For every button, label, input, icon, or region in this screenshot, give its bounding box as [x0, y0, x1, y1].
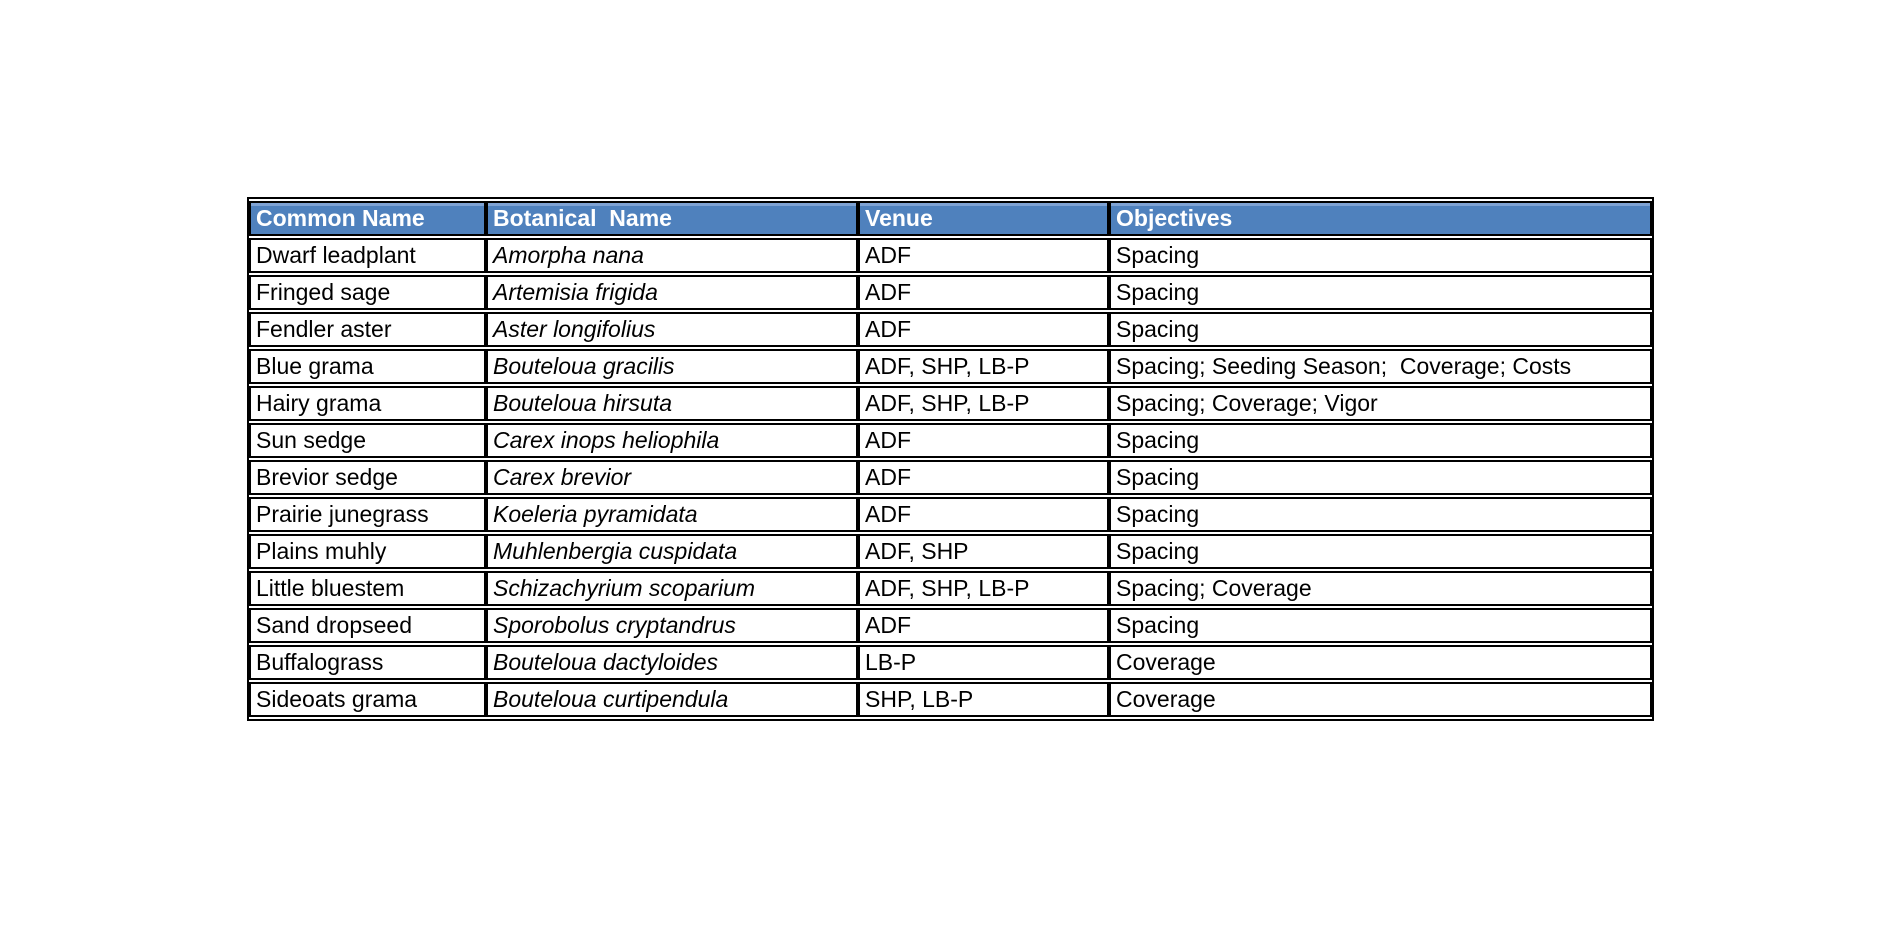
header-cell-common-name: Common Name	[249, 201, 486, 236]
table-row	[249, 571, 1652, 606]
cell-objectives: Spacing	[1109, 423, 1652, 458]
cell-botanical-name: Amorpha nana	[486, 238, 858, 273]
cell-objectives: Spacing; Coverage	[1109, 571, 1652, 606]
cell-objectives: Spacing	[1109, 275, 1652, 310]
cell-botanical-name: Bouteloua dactyloides	[486, 645, 858, 680]
table-row	[249, 238, 1652, 273]
cell-common-name: Sun sedge	[249, 423, 486, 458]
table-row	[249, 645, 1652, 680]
cell-venue: SHP, LB-P	[858, 682, 1109, 717]
cell-venue: ADF, SHP, LB-P	[858, 349, 1109, 384]
cell-common-name: Hairy grama	[249, 386, 486, 421]
table-row	[249, 312, 1652, 347]
table-row	[249, 682, 1652, 717]
cell-venue: ADF	[858, 608, 1109, 643]
cell-venue: ADF	[858, 460, 1109, 495]
cell-botanical-name: Sporobolus cryptandrus	[486, 608, 858, 643]
cell-common-name: Buffalograss	[249, 645, 486, 680]
table-row	[249, 460, 1652, 495]
cell-venue: ADF	[858, 275, 1109, 310]
cell-objectives: Spacing	[1109, 312, 1652, 347]
species-table	[249, 199, 1652, 719]
cell-objectives: Spacing	[1109, 460, 1652, 495]
cell-common-name: Sideoats grama	[249, 682, 486, 717]
table-row	[249, 275, 1652, 310]
cell-common-name: Blue grama	[249, 349, 486, 384]
cell-venue: LB-P	[858, 645, 1109, 680]
cell-common-name: Dwarf leadplant	[249, 238, 486, 273]
cell-objectives: Coverage	[1109, 682, 1652, 717]
cell-objectives: Spacing	[1109, 534, 1652, 569]
cell-common-name: Plains muhly	[249, 534, 486, 569]
cell-venue: ADF	[858, 497, 1109, 532]
table-row	[249, 349, 1652, 384]
cell-botanical-name: Aster longifolius	[486, 312, 858, 347]
cell-botanical-name: Carex brevior	[486, 460, 858, 495]
cell-common-name: Fringed sage	[249, 275, 486, 310]
cell-botanical-name: Artemisia frigida	[486, 275, 858, 310]
cell-venue: ADF, SHP, LB-P	[858, 386, 1109, 421]
cell-botanical-name: Bouteloua gracilis	[486, 349, 858, 384]
cell-venue: ADF, SHP, LB-P	[858, 571, 1109, 606]
cell-venue: ADF	[858, 312, 1109, 347]
cell-venue: ADF	[858, 423, 1109, 458]
table-row	[249, 534, 1652, 569]
cell-objectives: Spacing; Seeding Season; Coverage; Costs	[1109, 349, 1652, 384]
cell-botanical-name: Koeleria pyramidata	[486, 497, 858, 532]
cell-common-name: Fendler aster	[249, 312, 486, 347]
table-row	[249, 608, 1652, 643]
table-row	[249, 386, 1652, 421]
cell-botanical-name: Bouteloua curtipendula	[486, 682, 858, 717]
cell-venue: ADF	[858, 238, 1109, 273]
cell-venue: ADF, SHP	[858, 534, 1109, 569]
cell-common-name: Brevior sedge	[249, 460, 486, 495]
header-cell-botanical-name: Botanical Name	[486, 201, 858, 236]
cell-objectives: Spacing	[1109, 608, 1652, 643]
cell-objectives: Coverage	[1109, 645, 1652, 680]
cell-objectives: Spacing	[1109, 497, 1652, 532]
cell-objectives: Spacing	[1109, 238, 1652, 273]
cell-botanical-name: Bouteloua hirsuta	[486, 386, 858, 421]
cell-objectives: Spacing; Coverage; Vigor	[1109, 386, 1652, 421]
cell-botanical-name: Muhlenbergia cuspidata	[486, 534, 858, 569]
cell-common-name: Sand dropseed	[249, 608, 486, 643]
table-row	[249, 497, 1652, 532]
table-row	[249, 423, 1652, 458]
header-row	[249, 201, 1652, 236]
cell-common-name: Little bluestem	[249, 571, 486, 606]
cell-botanical-name: Carex inops heliophila	[486, 423, 858, 458]
header-cell-objectives: Objectives	[1109, 201, 1652, 236]
cell-common-name: Prairie junegrass	[249, 497, 486, 532]
cell-botanical-name: Schizachyrium scoparium	[486, 571, 858, 606]
species-table-container	[247, 197, 1654, 721]
header-cell-venue: Venue	[858, 201, 1109, 236]
